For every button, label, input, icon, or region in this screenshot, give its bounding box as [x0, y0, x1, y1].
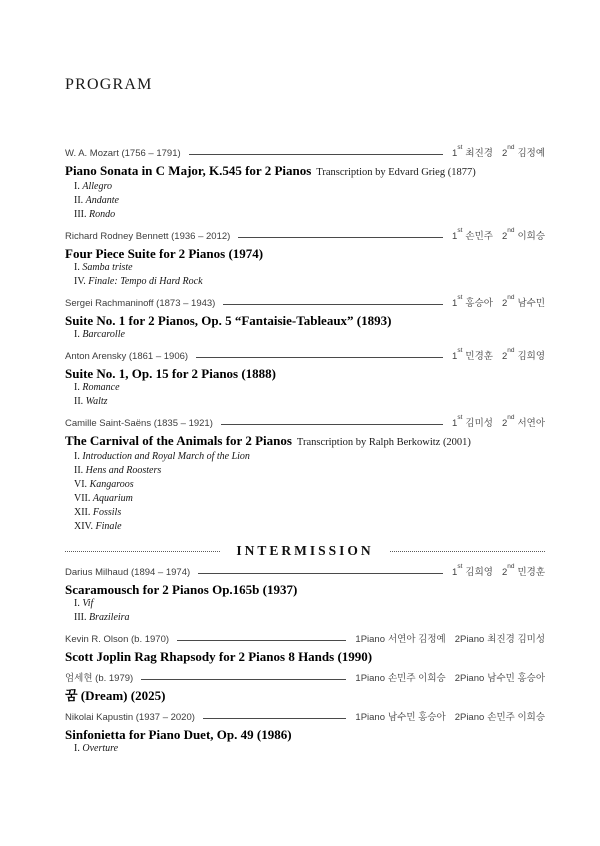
performer-ordinal-suffix: nd: [507, 562, 515, 570]
performer: [452, 226, 493, 243]
piece-title-row: [65, 313, 545, 328]
performer-names: 민경훈: [465, 351, 493, 362]
performer-part-label: 1Piano: [355, 673, 385, 684]
performer-names: 이희승: [517, 231, 545, 242]
composer-name: Darius Milhaud (1894 – 1974): [65, 567, 191, 578]
piece-title: Scaramousch for 2 Pianos Op.165b (1937): [65, 582, 298, 597]
performer-part-label: 2: [501, 418, 508, 429]
piece-title-row: [65, 246, 545, 261]
piece-title: Four Piece Suite for 2 Pianos (1974): [65, 246, 264, 261]
movement-numeral: XII.: [74, 507, 91, 518]
performer-ordinal-suffix: nd: [507, 226, 515, 234]
movement-name: Hens and Roosters: [85, 465, 162, 476]
performer-ordinal-suffix: st: [457, 413, 463, 421]
movement-numeral: II.: [74, 396, 84, 407]
performer-list: [355, 673, 545, 685]
program-entry: [65, 143, 545, 222]
performer-names: 최진경: [465, 148, 493, 159]
movement-numeral: I.: [74, 598, 80, 609]
performer: [501, 346, 545, 363]
movement-item: [74, 742, 545, 756]
performer-names: 남수민: [517, 298, 545, 309]
performer-part-label: 2Piano: [454, 673, 485, 684]
performer-list: [355, 634, 545, 646]
performer: [501, 293, 545, 310]
piece-title-row: [65, 433, 545, 450]
performer-list: [452, 226, 545, 243]
movement-numeral: I.: [74, 181, 80, 192]
piece-title-row: [65, 688, 545, 703]
movement-name: Aquarium: [92, 493, 133, 504]
entry-header: [65, 143, 545, 160]
page-title: PROGRAM: [65, 76, 153, 93]
performer-names: 서연아: [517, 418, 545, 429]
movement-numeral: I.: [74, 382, 80, 393]
movement-numeral: I.: [74, 451, 80, 462]
performer-list: [452, 346, 545, 363]
program-entry: [65, 562, 545, 625]
piece-title: Suite No. 1 for 2 Pianos, Op. 5 “Fantaisie-Tableaux” (1893): [65, 313, 392, 328]
performer: [452, 143, 493, 160]
movement-item: [74, 381, 545, 395]
movement-numeral: II.: [74, 465, 84, 476]
performer-names: 홍승아: [465, 298, 493, 309]
performer: [501, 226, 545, 243]
movement-item: [74, 520, 545, 534]
performer-names: 김정예: [517, 148, 545, 159]
performer-ordinal-suffix: nd: [507, 293, 515, 301]
performer-ordinal-suffix: nd: [507, 346, 515, 354]
performer-part-label: 2Piano: [454, 712, 485, 723]
performer-part-label: 1Piano: [355, 634, 385, 645]
performer-part-label: 1: [452, 418, 458, 429]
performer: [452, 562, 493, 579]
performer-names: 김희영: [517, 351, 545, 362]
composer-name: Camille Saint-Saëns (1835 – 1921): [65, 418, 213, 429]
performer-part-label: 2: [501, 148, 508, 159]
performer-names: 서연아 김정예: [388, 634, 446, 645]
movement-numeral: VI.: [74, 479, 88, 490]
performer-part-label: 1: [452, 567, 458, 578]
movement-numeral: XIV.: [74, 521, 93, 532]
performer: [452, 413, 493, 430]
movement-list: [65, 450, 545, 534]
movement-item: [74, 492, 545, 506]
performer-part-label: 2: [501, 567, 508, 578]
movement-name: Overture: [82, 743, 119, 754]
performer-names: 김미성: [465, 418, 493, 429]
performer-part-label: 2: [501, 351, 508, 362]
piece-title-row: [65, 366, 545, 381]
movement-name: Finale: Tempo di Hard Rock: [88, 276, 203, 287]
program-entry: [65, 673, 545, 703]
movement-name: Fossils: [92, 507, 122, 518]
movement-name: Brazileira: [89, 612, 130, 623]
program-entry: [65, 413, 545, 534]
performer: [501, 143, 545, 160]
piece-title-row: [65, 582, 545, 597]
piece-title: The Carnival of the Animals for 2 Pianos: [65, 433, 292, 448]
movement-item: [74, 478, 545, 492]
leader-line: [221, 424, 443, 425]
leader-line: [203, 718, 346, 719]
intermission-row: [65, 543, 545, 559]
performer: [501, 413, 545, 430]
performer: [455, 673, 545, 685]
leader-line: [238, 237, 443, 238]
movement-numeral: I.: [74, 743, 80, 754]
movement-item: [74, 180, 545, 194]
composer-name: Richard Rodney Bennett (1936 – 2012): [65, 231, 231, 242]
movement-item: [74, 261, 545, 275]
movement-numeral: I.: [74, 329, 80, 340]
performer-list: [452, 413, 545, 430]
piece-subtitle: Transcription by Edvard Grieg (1877): [316, 167, 476, 178]
performer-list: [452, 293, 545, 310]
movement-list: [65, 597, 545, 625]
movement-name: Allegro: [82, 181, 112, 192]
movement-name: Kangaroos: [89, 479, 134, 490]
performer: [501, 562, 545, 579]
performer: [355, 634, 445, 646]
movement-name: Finale: [95, 521, 122, 532]
performer: [455, 634, 545, 646]
performer: [452, 346, 493, 363]
entry-header: [65, 712, 545, 724]
piece-title-row: [65, 163, 545, 180]
movement-name: Barcarolle: [82, 329, 125, 340]
movement-name: Vif: [82, 598, 94, 609]
performer: [452, 293, 493, 310]
composer-name: Nikolai Kapustin (1937 – 2020): [65, 712, 195, 723]
movement-name: Rondo: [89, 209, 116, 220]
performer-names: 손민주 이희승: [388, 673, 446, 684]
performer-part-label: 1: [452, 298, 458, 309]
performer-ordinal-suffix: st: [457, 293, 463, 301]
composer-name: 엄세현 (b. 1979): [65, 673, 134, 684]
movement-name: Samba triste: [82, 262, 133, 273]
movement-numeral: VII.: [74, 493, 91, 504]
movement-name: Introduction and Royal March of the Lion: [82, 451, 250, 462]
composer-name: Kevin R. Olson (b. 1970): [65, 634, 170, 645]
piece-title: Suite No. 1, Op. 15 for 2 Pianos (1888): [65, 366, 277, 381]
performer-part-label: 1: [452, 148, 458, 159]
dotted-leader-left: [65, 551, 220, 552]
movement-numeral: III.: [74, 209, 87, 220]
intermission-label: INTERMISSION: [236, 543, 374, 558]
entry-header: [65, 562, 545, 579]
performer-list: [452, 562, 545, 579]
leader-line: [141, 679, 346, 680]
movement-list: [65, 180, 545, 222]
performer-ordinal-suffix: st: [457, 346, 463, 354]
movement-numeral: II.: [74, 195, 84, 206]
composer-name: Anton Arensky (1861 – 1906): [65, 351, 189, 362]
leader-line: [223, 304, 443, 305]
piece-title: Piano Sonata in C Major, K.545 for 2 Pianos: [65, 163, 312, 178]
dotted-leader-right: [390, 551, 545, 552]
program-entry: [65, 226, 545, 289]
performer-names: 남수민 홍승아: [487, 673, 545, 684]
movement-name: Romance: [82, 382, 120, 393]
movement-numeral: IV.: [74, 276, 86, 287]
performer-part-label: 2Piano: [454, 634, 485, 645]
movement-numeral: I.: [74, 262, 80, 273]
performer-ordinal-suffix: nd: [507, 413, 515, 421]
piece-subtitle: Transcription by Ralph Berkowitz (2001): [296, 437, 471, 448]
performer-list: [355, 712, 545, 724]
entry-header: [65, 226, 545, 243]
entry-header: [65, 346, 545, 363]
movement-item: [74, 464, 545, 478]
leader-line: [198, 573, 443, 574]
movement-item: [74, 395, 545, 409]
first-half-section: [65, 143, 545, 534]
performer-list: [452, 143, 545, 160]
program-entry: [65, 293, 545, 342]
performer-names: 손민주 이희승: [487, 712, 545, 723]
performer-ordinal-suffix: st: [457, 562, 463, 570]
entry-header: [65, 413, 545, 430]
performer: [355, 712, 445, 724]
performer-names: 민경훈: [517, 567, 545, 578]
program-entry: [65, 712, 545, 756]
movement-list: [65, 261, 545, 289]
program-entry: [65, 346, 545, 409]
movement-item: [74, 328, 545, 342]
piece-title-row: [65, 727, 545, 742]
leader-line: [196, 357, 443, 358]
performer-names: 김희영: [465, 567, 493, 578]
movement-item: [74, 611, 545, 625]
performer-names: 손민주: [465, 231, 493, 242]
movement-item: [74, 275, 545, 289]
movement-item: [74, 597, 545, 611]
performer: [355, 673, 445, 685]
performer-ordinal-suffix: nd: [507, 143, 515, 151]
movement-item: [74, 506, 545, 520]
performer-names: 남수민 홍승아: [388, 712, 446, 723]
performer-names: 최진경 김미성: [487, 634, 545, 645]
performer: [455, 712, 545, 724]
movement-item: [74, 194, 545, 208]
movement-item: [74, 450, 545, 464]
performer-part-label: 2: [501, 231, 508, 242]
movement-list: [65, 381, 545, 409]
movement-list: [65, 742, 545, 756]
movement-numeral: III.: [74, 612, 87, 623]
movement-name: Waltz: [85, 396, 108, 407]
entry-header: [65, 634, 545, 646]
performer-part-label: 1: [452, 351, 458, 362]
performer-ordinal-suffix: st: [457, 226, 463, 234]
second-half-section: [65, 562, 545, 756]
movement-name: Andante: [85, 195, 119, 206]
piece-title: 꿈 (Dream) (2025): [65, 688, 166, 703]
performer-part-label: 2: [501, 298, 508, 309]
performer-ordinal-suffix: st: [457, 143, 463, 151]
performer-part-label: 1: [452, 231, 458, 242]
entry-header: [65, 673, 545, 685]
piece-title-row: [65, 649, 545, 664]
leader-line: [189, 154, 443, 155]
leader-line: [177, 640, 346, 641]
piece-title: Scott Joplin Rag Rhapsody for 2 Pianos 8 Hands (1990): [65, 649, 373, 664]
composer-name: Sergei Rachmaninoff (1873 – 1943): [65, 298, 216, 309]
composer-name: W. A. Mozart (1756 – 1791): [65, 148, 181, 159]
entry-header: [65, 293, 545, 310]
movement-list: [65, 328, 545, 342]
piece-title: Sinfonietta for Piano Duet, Op. 49 (1986): [65, 727, 292, 742]
movement-item: [74, 208, 545, 222]
program-entry: [65, 634, 545, 664]
performer-part-label: 1Piano: [355, 712, 385, 723]
